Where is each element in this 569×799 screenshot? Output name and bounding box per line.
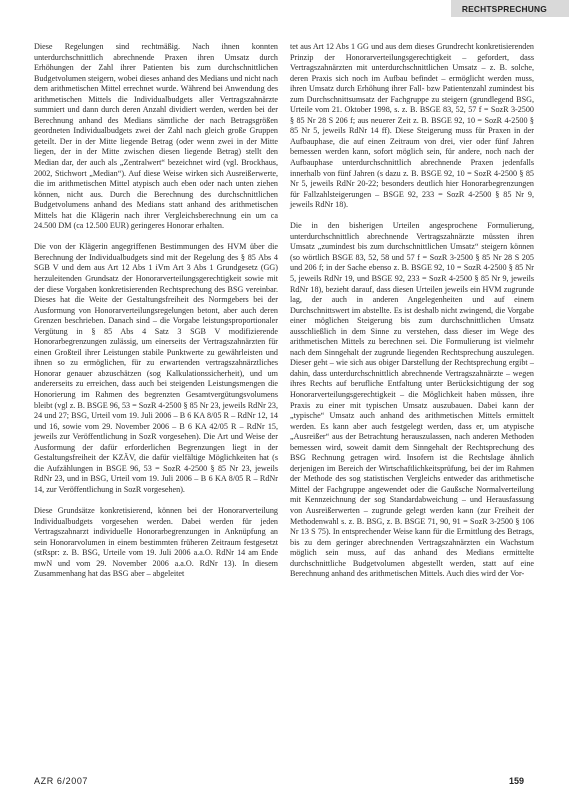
paragraph: Diese Grundsätze konkretisierend, können bei der Honorarverteilung Individualbudgets vorgesehen werden. Dabei werden für jeden Vertragszahnarzt individuelle Honorarbegrenzungen in Anknüpfung an sein Honorarvolumen in einem bestimmten früheren Zeitraum festgesetzt (stRspr: z. B. BSG, Urteile vom 19. Juli 2006 a.a.O. RdNr 14 am Ende mwN und vom 29. November 2006 a.a.O. RdNr 13). In diesem Zusammenhang hat das BSG aber – abgeleitet — [34, 505, 278, 579]
section-title: RECHTSPRECHUNG — [461, 4, 547, 14]
paragraph: Diese Regelungen sind rechtmäßig. Nach ihnen konnten unterdurchschnittlich abrechnende Praxen ihren Umsatz durch Erhöhungen der Zahl ihrer Patienten bis zum durchschnittlichen Budgetvolumen steigern, wobei dieses anhand des Medians und nicht nach dem arithmetischen Mittel errechnet wurde. Während bei Anwendung des arithmetischen Mittels die Individualbudgets aller Vertragszahnärzte summiert und dann durch deren Anzahl dividiert werden, werden bei der Berechnung anhand des Medians sämtliche der nach Betragsgrößen geordneten Individualbudgets zwei der Zahl nach gleich große Gruppen geteilt. Der in der Mitte liegende Betrag (oder wenn zwei in der Mitte liegen, der in der Mitte zwischen diesen liegende Betrag) stellt den Median dar, der auch als „Zentralwert“ bezeichnet wird (vgl. Brockhaus, 2002, Stichwort „Median“). Auf diese Weise wirken sich Ausreißerwerte, die im arithmetischen Mittel atypisch auch eben oder nach unten ziehen können, nicht aus. Durch die Berechnung des durchschnittlichen Budgetvolumens anhand des Medians statt anhand des arithmetischen Mittels hat die Klägerin nach ihrer Vergleichsberechnung ein um ca 24.500 DM (ca 12.500 EUR) geringeres Honorar erhalten. — [34, 42, 278, 231]
paragraph: Die von der Klägerin angegriffenen Bestimmungen des HVM über die Berechnung der Individualbudgets sind mit der Regelung des § 85 Abs 4 SGB V und dem aus Art 12 Abs 1 iVm Art 3 Abs 1 Grundgesetz (GG) herzuleitenden Grundsatz der Honorarverteilungsgerechtigkeit sowie mit der diese Vorgaben konkretisierenden Rechtsprechung des BSG vereinbar. Dieses hat die Weite der Gestaltungsfreiheit des Normgebers bei der Ausformung von Honorarverteilungsregelungen betont, aber auch deren Grenzen beschrieben. Danach sind – die Vorgabe leistungsproportionaler Vergütung in § 85 Abs 4 Satz 3 SGB V modifizierende Honorarbegrenzungen zulässig, um einerseits der Vertragszahnärzten für einen Großteil ihrer Leistungen stabile Punktwerte zu gewährleisten und ihnen so zu ermöglichen, für zu erwartenden vertragszahnärztliches Honorar genauer abzuschätzen (sog Kalkulationssicherheit), und um andererseits zu erreichen, dass auch bei steigenden Leistungsmengen die Honorierung im Rahmen des begrenzten Gesamtvergütungsvolumens bleibt (vgl z. B. BSGE 96, 53 = SozR 4-2500 § 85 Nr 23, jeweils RdNr 23, 24 und 27; BSG, Urteil vom 19. Juli 2006 – B 6 KA 8/05 R – RdNr 12, 14 und 16, sowie vom 29. November 2006 – B 6 KA 42/05 R – RdNr 15, jeweils zur Veröffentlichung in SozR vorgesehen). Die Art und Weise der Ausformung der dafür erforderlichen Begrenzungen liegt in der Gestaltungsfreiheit der KZÄV, die dafür vielfältige Möglichkeiten hat (s die Aufzählungen in BSGE 96, 53 = SozR 4-2500 § 85 Nr 23, jeweils RdNr 23, und in BSG, Urteil vom 19. Juli 2006 – B 6 KA 8/05 R – RdNr 14, zur Veröffentlichung in SozR vorgesehen). — [34, 242, 278, 494]
text-column-left — [34, 42, 278, 580]
paragraph: tet aus Art 12 Abs 1 GG und aus dem dieses Grundrecht konkretisierenden Prinzip der Honorarverteilungsgerechtigkeit – gefordert, dass Vertragszahnärzten mit unterdurchschnittlichen Umsatz – z. B. solche, deren Praxis sich noch im Aufbau befindet – ermöglicht werden muss, ihren Umsatz durch Erhöhung ihrer Fall- bzw Patientenzahl zumindest bis zum Durchschnittsumsatz der Fachgruppe zu steigern (grundlegend BSG, Urteile vom 21. Oktober 1998, s. z. B. BSGE 83, 52, 57 f = SozR 3-2500 § 85 Nr 28 S 206 f; aus neuerer Zeit z. B. BSGE 92, 10 = SozR 4-2500 § 85 Nr 5, jeweils RdNr 14 ff). Diese Steigerung muss für Praxen in der Aufbauphase, die auf einen Zeitraum von drei, vier oder fünf Jahren bemessen werden kann, sofort möglich sein, für andere, noch nach der Aufbauphase unterdurchschnittlich abrechnende Praxen jedenfalls innerhalb von fünf Jahren (s dazu z. B. BSGE 92, 10 = SozR 4-2500 § 85 Nr 5, jeweils RdNr 20-22; besonders deutlich hier Honorarbegrenzungen für Fallzahlsteigerungen – BSGE 92, 233 = SozR 4-2500 § 85 Nr 9, jeweils RdNr 18). — [290, 42, 534, 210]
page-number: 159 — [509, 776, 525, 786]
paragraph: Die in den bisherigen Urteilen angesprochene Formulierung, unterdurchschnittlich abrechnende Vertragszahnärzte müssten ihren Umsatz „zumindest bis zum durchschnittlichen Umsatz“ steigern können (so wörtlich BSGE 83, 52, 58 und 57 f = SozR 3-2500 § 85 Nr 28 S 205 und 206 f; in der Sache ebenso z. B. BSGE 92, 10 = SozR 4-2500 § 85 Nr 5, jeweils RdNr 19, und BSGE 92, 233 = SozR 4-2500 § 85 Nr 9, jeweils RdNr 18), bezieht darauf, dass diesen Urteilen jeweils ein HVM zugrunde lag, der auch in anderen Angelegenheiten und auf einem Durchschnittswert im abstellte. Es ist deshalb nicht zwingend, die Vorgabe einer möglichen Steigerung bis zum durchschnittlichen Umsatz ausschließlich in dem Sinne zu verstehen, dass dieser im Wege des arithmetischen Mittels zu berechnen sei. Die Formulierung ist vielmehr nach dem Sinngehalt der zugrunde liegenden Rechtsprechung auszulegen. Dieser geht – wie sich aus obiger Darstellung der Rechtsprechung ergibt – dahin, dass unterdurchschnittlich abrechnende Vertragszahnärzte – wegen ihres Rechts auf berufliche Entfaltung unter Berücksichtigung der sog Honorarverteilungsgerechtigkeit – die Möglichkeit haben müssen, ihre Praxis zu einer mit typischen Umsatz auszubauen. Dabei kann der „typische“ Umsatz auch anhand des arithmetischen Mittels ermittelt werden. Es kann aber auch festgelegt werden, dass er, um atypische „Ausreißer“ aus der Betrachtung herauszulassen, nach anderen Methoden bemessen wird, soweit damit dem Sinngehalt der Rechtsprechung des BSG Rechnung getragen wird. Insofern ist die Rechtslage ähnlich derjenigen im Bereich der Wirtschaftlichkeitsprüfung, bei der im Rahmen der Methode des sog statistischen Vergleichs entweder das arithmetische Mittel der Fachgruppe angewendet oder die Gaußsche Normalverteilung mit Kennzeichnung der sog Standardabweichung – und Herausfassung von Ausreißerwerten – zugrunde gelegt werden kann (zur Freiheit der Methodenwahl s. z. B. BSG, z. B. BSGE 71, 90, 91 = SozR 3-2500 § 106 Nr 13 S 75). In entsprechender Weise kann für die Ermittlung des Betrags, bis zu dem geringer abrechnenden Vertragszahnärzten ein Wachstum möglich sein muss, auf das anhand des Medians ermittelte durchschnittliche Budgetvolumen abgestellt werden, statt auf eine Berechnung anhand des arithmetischen Mittels. Auch dies wird der Vor- — [290, 221, 534, 579]
journal-issue: AZR 6/2007 — [34, 776, 89, 786]
text-column-right — [290, 42, 534, 580]
